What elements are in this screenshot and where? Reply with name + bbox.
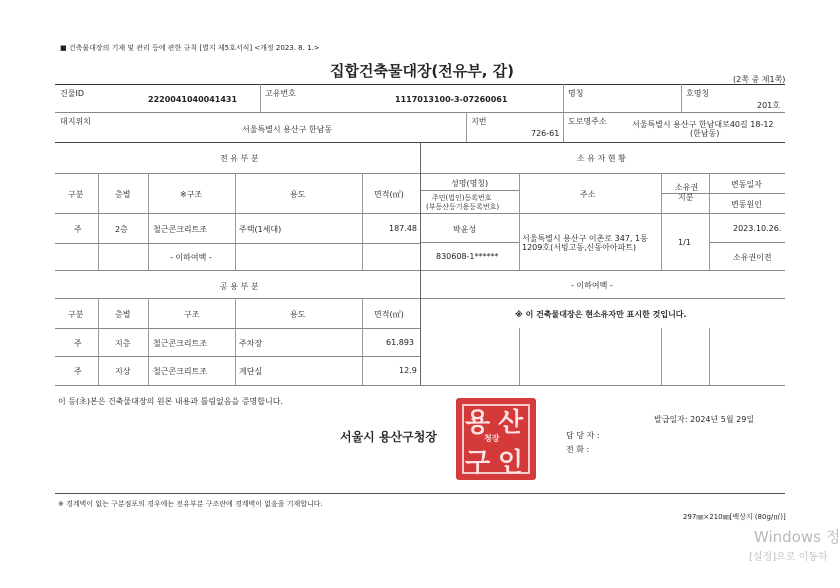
exclusive-empty-marker: - 이하여백 - <box>170 253 212 262</box>
owner-addr-line2: 1209호(서빙고동,신동아아파트) <box>522 243 637 252</box>
exclusive-row-type: 주 <box>74 225 82 234</box>
seal-center: 청장 <box>484 434 500 443</box>
seal-char: 산 <box>498 408 524 438</box>
common-row-struct: 철근콘크리트조 <box>153 367 208 376</box>
common-row-type: 주 <box>74 367 82 376</box>
cert-statement: 이 등(초)본은 건축물대장의 원본 내용과 틀림없음을 증명합니다. <box>58 397 283 406</box>
common-col-type: 구분 <box>68 310 84 319</box>
owner-reg-no: 830608-1****** <box>436 252 499 261</box>
road-line2: (한남동) <box>690 129 720 138</box>
owner-addr-line1: 서울특별시 용산구 이촌로 347, 1동 <box>522 234 648 243</box>
unit-label: 호명칭 <box>686 89 710 98</box>
building-id-label: 건물ID <box>60 89 84 98</box>
common-row-floor: 지상 <box>115 367 131 376</box>
common-row-area: 12.9 <box>399 366 417 375</box>
official-seal <box>456 398 536 480</box>
owner-col-addr: 주소 <box>580 190 596 199</box>
location-value: 서울특별시 용산구 한남동 <box>242 125 333 134</box>
exclusive-col-use: 용도 <box>290 190 306 199</box>
owner-col-id-line1: 주민(법인)등록번호 <box>432 194 492 202</box>
phone-label: 전 화 : <box>566 445 590 454</box>
common-col-floor: 층별 <box>115 310 131 319</box>
exclusive-row-floor: 2층 <box>115 225 128 234</box>
owner-note: ※ 이 건축물대장은 현소유자만 표시한 것입니다. <box>515 310 687 319</box>
road-label: 도로명주소 <box>568 117 607 126</box>
exclusive-row-struct: 철근콘크리트조 <box>153 225 208 234</box>
owner-change-date: 2023.10.26. <box>733 224 782 233</box>
exclusive-col-area: 면적(㎡) <box>374 190 404 199</box>
issuer-name: 서울시 용산구청장 <box>340 430 437 444</box>
paper-spec: 297㎜×210㎜[백상지 (80g/㎡)] <box>683 513 786 521</box>
regulation-text: ■ 건축물대장의 기재 및 관리 등에 관한 규칙 [별지 제5호서식] <개정 2023. 8. 1.> <box>60 44 320 52</box>
owner-col-name: 성명(명칭) <box>451 179 489 188</box>
document-title: 집합건축물대장(전유부, 갑) <box>330 62 515 80</box>
exclusive-col-type: 구분 <box>68 190 84 199</box>
exclusive-col-struct: ※구조 <box>180 190 203 199</box>
owner-col-reason: 변동원인 <box>731 200 762 209</box>
common-row-floor: 지층 <box>115 339 131 348</box>
owner-col-share-line2: 지분 <box>678 193 694 202</box>
common-row-area: 61.893 <box>386 338 414 347</box>
common-row-use: 계단실 <box>239 367 263 376</box>
common-section-title: 공 용 부 분 <box>220 282 259 291</box>
unique-no-label: 고유번호 <box>265 89 296 98</box>
seal-char: 용 <box>465 408 491 438</box>
seal-char: 인 <box>498 448 524 478</box>
exclusive-row-area: 187.48 <box>389 224 417 233</box>
building-id: 2220041040041431 <box>148 95 238 104</box>
page-info: (2쪽 중 제1쪽) <box>733 75 786 84</box>
owner-share: 1/1 <box>678 238 691 247</box>
lot-label: 지번 <box>471 117 487 126</box>
exclusive-section-title: 전 유 부 분 <box>220 154 259 163</box>
owner-col-id-line2: (부동산등기용등록번호) <box>426 203 500 211</box>
owner-col-date: 변동일자 <box>731 180 762 189</box>
common-row-type: 주 <box>74 339 82 348</box>
location-label: 대지위치 <box>60 117 91 126</box>
common-col-area: 면적(㎡) <box>374 310 404 319</box>
unit-value: 201호 <box>757 101 780 110</box>
activation-watermark-line1: Windows 정 <box>754 528 840 546</box>
exclusive-row-use: 주택(1세대) <box>239 225 282 234</box>
unique-no: 1117013100-3-07260061 <box>395 95 508 104</box>
exclusive-col-floor: 층별 <box>115 190 131 199</box>
owner-section-title: 소 유 자 현 황 <box>577 154 626 163</box>
owner-name: 박윤성 <box>453 225 477 234</box>
common-col-use: 용도 <box>290 310 306 319</box>
name-label: 명칭 <box>568 89 584 98</box>
lot-value: 726-61 <box>531 129 560 138</box>
activation-watermark-line2: [설정]으로 이동하 <box>749 552 828 563</box>
staff-label: 담 당 자 : <box>566 431 600 440</box>
road-line1: 서울특별시 용산구 한남대로40길 18-12 <box>632 120 774 129</box>
owner-change-reason: 소유권이전 <box>733 253 772 262</box>
owner-col-share-line1: 소유권 <box>675 183 699 192</box>
common-row-struct: 철근콘크리트조 <box>153 339 208 348</box>
seal-char: 구 <box>465 448 491 478</box>
common-row-use: 주차장 <box>239 339 263 348</box>
owner-empty-marker: - 이하여백 - <box>571 281 613 290</box>
footer-note: ※ 경계벽이 없는 구분점포의 경우에는 전유부분 구조란에 경계벽이 없음을 기재합니다. <box>58 500 323 508</box>
common-col-struct: 구조 <box>184 310 200 319</box>
issue-date: 발급일자: 2024년 5월 29일 <box>654 415 755 424</box>
